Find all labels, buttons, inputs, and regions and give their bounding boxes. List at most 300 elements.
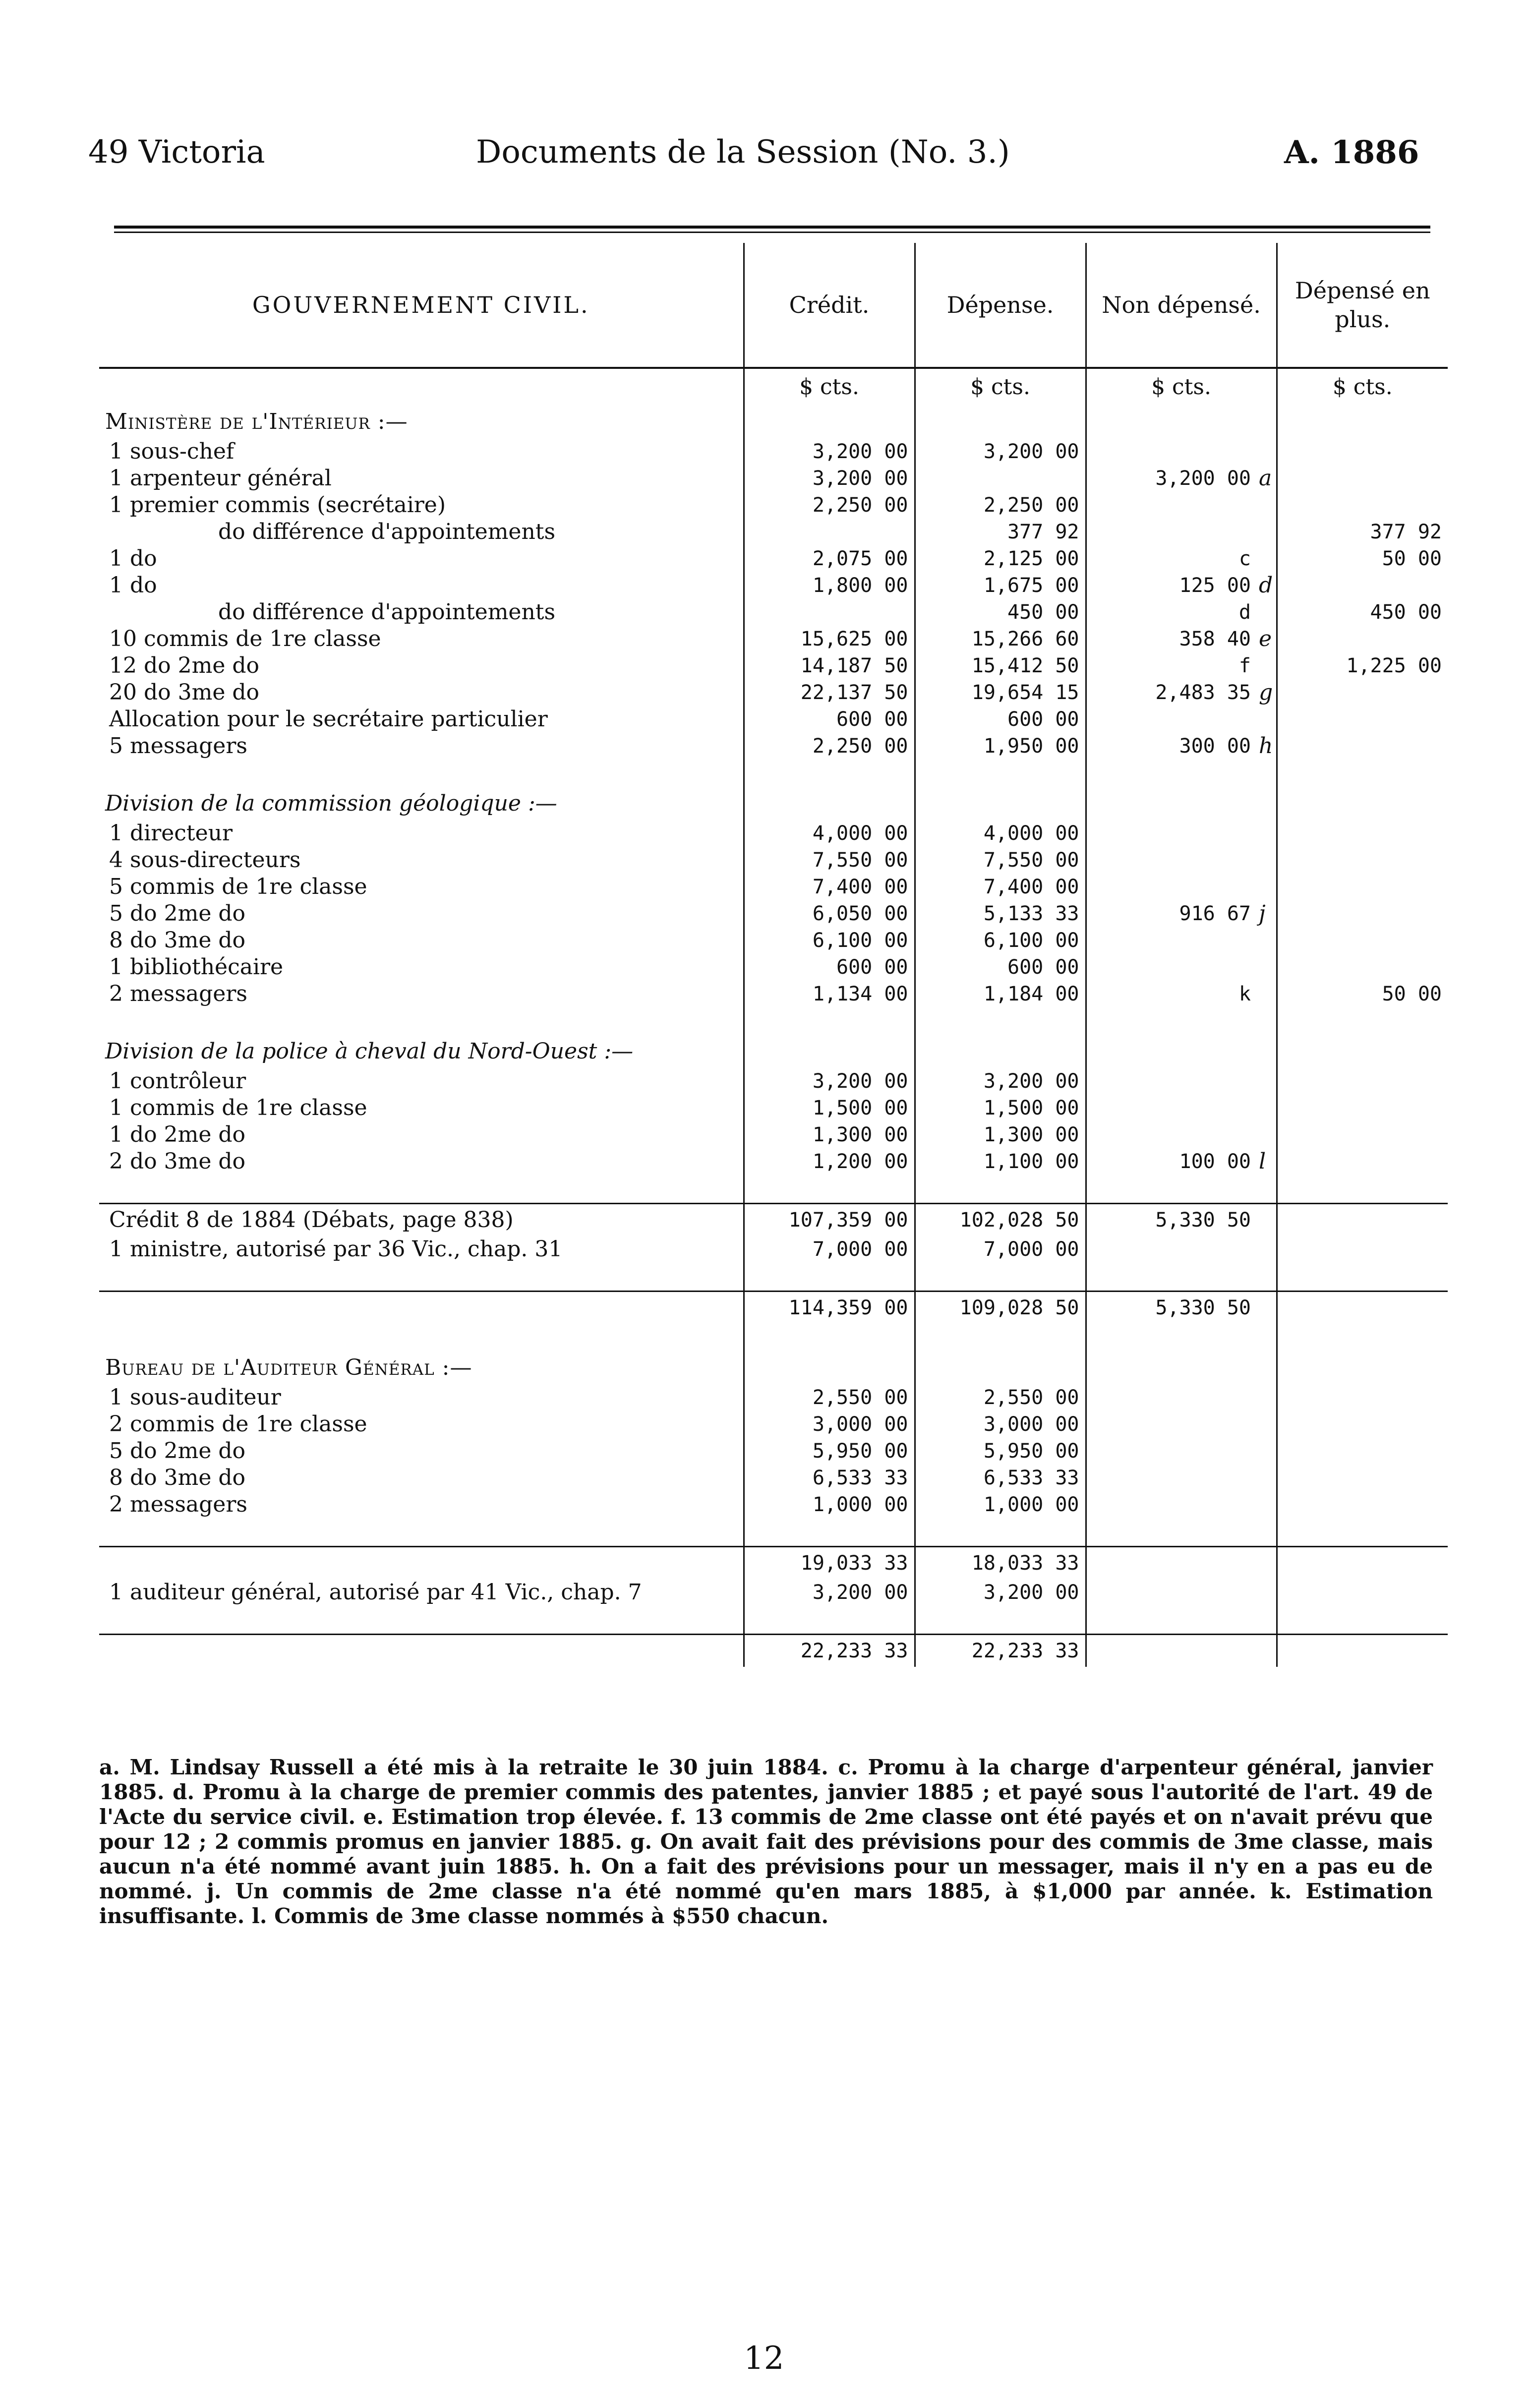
depense-en-plus-cell — [1277, 1491, 1448, 1518]
depense-cell: 102,028 50 — [915, 1204, 1086, 1236]
table-row — [99, 1068, 1448, 1095]
empty-cell — [1086, 1035, 1257, 1068]
spacer-cell — [1257, 1518, 1277, 1547]
table-row — [99, 652, 1448, 679]
credit-cell: 1,500 00 — [744, 1095, 915, 1121]
note-letter — [1257, 1438, 1277, 1465]
spacer-cell — [915, 1263, 1086, 1292]
units-row — [99, 368, 1448, 406]
spacer-cell — [1257, 1606, 1277, 1635]
spacer-cell — [1257, 1263, 1277, 1292]
empty-cell — [744, 406, 915, 438]
row-description: 2 do 3me do — [109, 1149, 246, 1174]
table-row — [99, 1148, 1448, 1175]
non-depense-cell: 358 40 — [1086, 626, 1257, 652]
table-row — [99, 1292, 1448, 1324]
note-letter — [1257, 1384, 1277, 1411]
credit-cell: 1,200 00 — [744, 1148, 915, 1175]
non-depense-cell: d — [1086, 599, 1257, 626]
row-description: 1 arpenteur général — [109, 466, 332, 491]
table-row — [99, 1204, 1448, 1236]
credit-cell: 22,137 50 — [744, 679, 915, 706]
spacer-cell — [915, 1007, 1086, 1035]
credit-cell: 3,000 00 — [744, 1411, 915, 1438]
spacer-cell — [1277, 1007, 1448, 1035]
empty-cell — [915, 406, 1086, 438]
depense-en-plus-cell — [1277, 1438, 1448, 1465]
row-description: 1 premier commis (secrétaire) — [109, 492, 446, 518]
row-description — [99, 1635, 744, 1667]
table-row — [99, 492, 1448, 519]
depense-en-plus-cell — [1277, 847, 1448, 874]
units-empty — [99, 368, 744, 406]
depense-cell: 15,266 60 — [915, 626, 1086, 652]
note-letter — [1257, 954, 1277, 981]
empty-cell — [744, 1351, 915, 1384]
spacer-cell — [744, 1175, 915, 1204]
non-depense-cell — [1086, 927, 1257, 954]
spacer-cell — [99, 760, 744, 787]
note-letter: a — [1259, 466, 1272, 491]
table-row — [99, 626, 1448, 652]
spacer-cell — [744, 1007, 915, 1035]
credit-cell: 7,550 00 — [744, 847, 915, 874]
depense-en-plus-cell — [1277, 438, 1448, 465]
depense-cell: 450 00 — [915, 599, 1086, 626]
non-depense-cell — [1086, 519, 1257, 545]
table-row — [99, 545, 1448, 572]
spacer-row — [99, 1007, 1448, 1035]
table-row — [99, 679, 1448, 706]
depense-en-plus-cell: 50 00 — [1277, 545, 1448, 572]
depense-cell: 2,250 00 — [915, 492, 1086, 519]
note-letter — [1257, 874, 1277, 900]
non-depense-cell — [1086, 1491, 1257, 1518]
empty-cell — [915, 787, 1086, 820]
table-row — [99, 874, 1448, 900]
note-letter — [1257, 1635, 1277, 1667]
depense-cell: 1,500 00 — [915, 1095, 1086, 1121]
credit-cell: 19,033 33 — [744, 1547, 915, 1580]
spacer-cell — [99, 1175, 744, 1204]
table-row — [99, 733, 1448, 760]
note-letter — [1257, 599, 1277, 626]
credit-cell: 3,200 00 — [744, 438, 915, 465]
credit-cell: 1,300 00 — [744, 1121, 915, 1148]
note-letter: e — [1259, 626, 1272, 651]
credit-cell: 6,050 00 — [744, 900, 915, 927]
header-center: Documents de la Session (No. 3.) — [476, 134, 1010, 171]
spacer-cell — [744, 1324, 915, 1351]
row-description: 5 commis de 1re classe — [109, 874, 367, 899]
spacer-cell — [1086, 1518, 1257, 1547]
spacer-cell — [1277, 1606, 1448, 1635]
note-letter — [1257, 1465, 1277, 1491]
empty-cell — [1277, 1035, 1448, 1068]
depense-cell: 19,654 15 — [915, 679, 1086, 706]
note-letter — [1257, 1292, 1277, 1324]
row-description: 8 do 3me do — [109, 1465, 246, 1490]
spacer-row — [99, 760, 1448, 787]
note-letter — [1257, 981, 1277, 1007]
depense-en-plus-cell — [1277, 1384, 1448, 1411]
credit-cell: 2,250 00 — [744, 733, 915, 760]
spacer-cell — [99, 1518, 744, 1547]
note-letter: d — [1259, 573, 1273, 598]
spacer-row — [99, 1324, 1448, 1351]
depense-cell: 7,550 00 — [915, 847, 1086, 874]
row-description: do différence d'appointements — [218, 519, 556, 544]
non-depense-cell — [1086, 1547, 1257, 1580]
note-letter — [1257, 438, 1277, 465]
credit-cell: 1,134 00 — [744, 981, 915, 1007]
depense-en-plus-cell — [1277, 820, 1448, 847]
credit-cell: 22,233 33 — [744, 1635, 915, 1667]
note-letter — [1257, 1491, 1277, 1518]
non-depense-cell: 100 00 — [1086, 1148, 1257, 1175]
non-depense-cell — [1086, 1579, 1257, 1606]
non-depense-cell — [1086, 1438, 1257, 1465]
depense-en-plus-cell — [1277, 954, 1448, 981]
non-depense-cell — [1086, 1465, 1257, 1491]
non-depense-cell — [1086, 1384, 1257, 1411]
depense-en-plus-cell — [1277, 706, 1448, 733]
spacer-cell — [915, 1175, 1086, 1204]
spacer-row — [99, 1606, 1448, 1635]
section-heading-row — [99, 1351, 1448, 1384]
header-left: 49 Victoria — [88, 134, 265, 171]
table-row — [99, 1579, 1448, 1606]
credit-cell: 2,250 00 — [744, 492, 915, 519]
spacer-cell — [1257, 1007, 1277, 1035]
row-description: 8 do 3me do — [109, 928, 246, 953]
empty-cell — [744, 1035, 915, 1068]
spacer-cell — [744, 1263, 915, 1292]
spacer-cell — [1277, 1518, 1448, 1547]
table-title: GOUVERNEMENT CIVIL. — [99, 243, 744, 368]
spacer-cell — [1277, 1175, 1448, 1204]
note-letter — [1257, 847, 1277, 874]
non-depense-cell: 3,200 00 — [1086, 465, 1257, 492]
depense-en-plus-cell — [1277, 733, 1448, 760]
note-letter — [1257, 1204, 1277, 1236]
empty-cell — [915, 1351, 1086, 1384]
row-description: 2 messagers — [109, 1492, 247, 1517]
note-letter — [1257, 1411, 1277, 1438]
depense-en-plus-cell: 1,225 00 — [1277, 652, 1448, 679]
note-letter — [1257, 1579, 1277, 1606]
empty-cell — [1257, 787, 1277, 820]
table-row — [99, 572, 1448, 599]
note-letter — [1257, 1121, 1277, 1148]
note-letter — [1257, 1068, 1277, 1095]
non-depense-cell — [1086, 1068, 1257, 1095]
depense-cell: 15,412 50 — [915, 652, 1086, 679]
credit-cell — [744, 599, 915, 626]
section-heading: Ministère de l'Intérieur :— — [105, 409, 408, 434]
depense-en-plus-cell — [1277, 900, 1448, 927]
depense-cell: 6,533 33 — [915, 1465, 1086, 1491]
financial-table-wrapper — [99, 243, 1442, 1667]
depense-cell: 109,028 50 — [915, 1292, 1086, 1324]
spacer-cell — [1277, 1324, 1448, 1351]
table-row — [99, 954, 1448, 981]
spacer-cell — [915, 760, 1086, 787]
table-row — [99, 465, 1448, 492]
spacer-cell — [99, 1007, 744, 1035]
credit-cell: 600 00 — [744, 706, 915, 733]
header-rule — [114, 226, 1430, 233]
depense-cell: 1,184 00 — [915, 981, 1086, 1007]
spacer-cell — [744, 1518, 915, 1547]
depense-en-plus-cell — [1277, 679, 1448, 706]
empty-cell — [1277, 1351, 1448, 1384]
table-row — [99, 900, 1448, 927]
depense-en-plus-cell — [1277, 1204, 1448, 1236]
row-description: 20 do 3me do — [109, 680, 260, 705]
depense-en-plus-cell: 450 00 — [1277, 599, 1448, 626]
spacer-cell — [1086, 1007, 1257, 1035]
spacer-cell — [99, 1324, 744, 1351]
non-depense-cell — [1086, 847, 1257, 874]
depense-en-plus-cell — [1277, 1095, 1448, 1121]
row-description: 4 sous-directeurs — [109, 847, 301, 873]
depense-en-plus-cell — [1277, 1411, 1448, 1438]
credit-cell: 2,550 00 — [744, 1384, 915, 1411]
table-row — [99, 1236, 1448, 1263]
depense-en-plus-cell — [1277, 492, 1448, 519]
note-letter — [1257, 1236, 1277, 1263]
credit-cell: 1,800 00 — [744, 572, 915, 599]
row-description: 5 do 2me do — [109, 901, 246, 926]
depense-en-plus-cell — [1277, 1236, 1448, 1263]
depense-en-plus-cell: 50 00 — [1277, 981, 1448, 1007]
non-depense-cell: c — [1086, 545, 1257, 572]
non-depense-cell — [1086, 492, 1257, 519]
depense-cell: 3,000 00 — [915, 1411, 1086, 1438]
depense-cell: 7,000 00 — [915, 1236, 1086, 1263]
depense-cell: 7,400 00 — [915, 874, 1086, 900]
spacer-cell — [1257, 1175, 1277, 1204]
row-description: 5 messagers — [109, 733, 247, 759]
row-description: 1 do — [109, 573, 157, 598]
financial-table — [99, 243, 1448, 1667]
non-depense-cell — [1086, 1121, 1257, 1148]
depense-cell: 5,950 00 — [915, 1438, 1086, 1465]
spacer-row — [99, 1175, 1448, 1204]
credit-cell: 600 00 — [744, 954, 915, 981]
credit-cell: 7,400 00 — [744, 874, 915, 900]
empty-cell — [1086, 406, 1257, 438]
non-depense-cell — [1086, 1236, 1257, 1263]
credit-cell: 4,000 00 — [744, 820, 915, 847]
note-letter — [1257, 652, 1277, 679]
credit-cell — [744, 519, 915, 545]
note-letter — [1257, 706, 1277, 733]
row-description: 1 directeur — [109, 821, 233, 846]
note-letter: l — [1259, 1149, 1266, 1174]
depense-en-plus-cell — [1277, 626, 1448, 652]
header-right: A. 1886 — [1284, 134, 1419, 171]
depense-cell: 1,000 00 — [915, 1491, 1086, 1518]
credit-cell: 107,359 00 — [744, 1204, 915, 1236]
table-row — [99, 1547, 1448, 1580]
table-row — [99, 1121, 1448, 1148]
depense-en-plus-cell — [1277, 1121, 1448, 1148]
non-depense-cell — [1086, 954, 1257, 981]
empty-cell — [1277, 406, 1448, 438]
empty-cell — [915, 1035, 1086, 1068]
row-description: Allocation pour le secrétaire particulier — [109, 706, 548, 732]
spacer-cell — [744, 760, 915, 787]
non-depense-cell: 5,330 50 — [1086, 1292, 1257, 1324]
non-depense-cell — [1086, 706, 1257, 733]
section-heading-row — [99, 787, 1448, 820]
row-description: 1 do — [109, 546, 157, 571]
table-row — [99, 820, 1448, 847]
table-row — [99, 599, 1448, 626]
non-depense-cell — [1086, 438, 1257, 465]
section-heading-row — [99, 406, 1448, 438]
non-depense-cell: 300 00 — [1086, 733, 1257, 760]
units-credit: $ cts. — [744, 368, 915, 406]
row-description: 1 do 2me do — [109, 1122, 246, 1147]
spacer-cell — [744, 1606, 915, 1635]
non-depense-cell — [1086, 820, 1257, 847]
depense-en-plus-cell — [1277, 874, 1448, 900]
row-description: 1 commis de 1re classe — [109, 1095, 367, 1120]
table-row — [99, 1384, 1448, 1411]
footnotes: a. M. Lindsay Russell a été mis à la retraite le 30 juin 1884. c. Promu à la charge d'arpenteur général, janvier 1885. d. Promu à la charge de premier commis des patentes, janvier 1885 ; et payé sous l'autorité de l'art. 49 de l'Acte du service civil. e. Estimation trop élevée. f. 13 commis de 2me classe ont été payés et on n'avait prévu que pour 12 ; 2 commis promus en janvier 1885. g. On avait fait des prévisions pour des commis de 3me classe, mais aucun n'a été nommé avant juin 1885. h. On a fait des prévisions pour un messager, mais il n'y en a pas eu de nommé. j. Un commis de 2me classe n'a été nommé qu'en mars 1885, à $1,000 par année. k. Estimation insuffisante. l. Commis de 3me classe nommés à $550 chacun. — [99, 1755, 1433, 1928]
depense-cell: 600 00 — [915, 954, 1086, 981]
depense-en-plus-cell — [1277, 1547, 1448, 1580]
section-heading-row — [99, 1035, 1448, 1068]
non-depense-cell — [1086, 874, 1257, 900]
depense-cell: 377 92 — [915, 519, 1086, 545]
column-header-non-depense: Non dépensé. — [1086, 243, 1277, 368]
non-depense-cell — [1086, 1411, 1257, 1438]
credit-cell: 5,950 00 — [744, 1438, 915, 1465]
table-row — [99, 847, 1448, 874]
row-description: 1 bibliothécaire — [109, 954, 284, 980]
spacer-cell — [1277, 1263, 1448, 1292]
table-row — [99, 519, 1448, 545]
spacer-cell — [915, 1518, 1086, 1547]
note-letter — [1257, 820, 1277, 847]
depense-cell: 4,000 00 — [915, 820, 1086, 847]
non-depense-cell: 916 67 — [1086, 900, 1257, 927]
depense-cell: 6,100 00 — [915, 927, 1086, 954]
section-heading: Bureau de l'Auditeur Général :— — [105, 1355, 472, 1380]
depense-en-plus-cell — [1277, 1465, 1448, 1491]
units-en-plus: $ cts. — [1277, 368, 1448, 406]
running-head — [0, 134, 1531, 178]
spacer-cell — [915, 1324, 1086, 1351]
row-description: do différence d'appointements — [218, 599, 556, 625]
column-header-depense-en-plus: Dépensé en plus. — [1277, 243, 1448, 368]
credit-cell: 2,075 00 — [744, 545, 915, 572]
table-row — [99, 1465, 1448, 1491]
section-heading: Division de la commission géologique :— — [105, 791, 557, 816]
units-non-depense: $ cts. — [1086, 368, 1277, 406]
row-description: 2 commis de 1re classe — [109, 1411, 367, 1437]
page-number: 12 — [744, 2340, 784, 2377]
spacer-cell — [1086, 1324, 1257, 1351]
depense-cell: 1,950 00 — [915, 733, 1086, 760]
credit-cell: 114,359 00 — [744, 1292, 915, 1324]
depense-en-plus-cell — [1277, 927, 1448, 954]
column-header-depense: Dépense. — [915, 243, 1086, 368]
depense-en-plus-cell — [1277, 1635, 1448, 1667]
spacer-cell — [99, 1606, 744, 1635]
depense-en-plus-cell — [1277, 572, 1448, 599]
units-depense: $ cts. — [915, 368, 1086, 406]
depense-en-plus-cell: 377 92 — [1277, 519, 1448, 545]
note-letter — [1257, 519, 1277, 545]
row-description: 1 contrôleur — [109, 1068, 246, 1094]
empty-cell — [1277, 787, 1448, 820]
spacer-row — [99, 1518, 1448, 1547]
non-depense-cell — [1086, 1095, 1257, 1121]
row-description: 1 sous-auditeur — [109, 1385, 281, 1410]
credit-cell: 7,000 00 — [744, 1236, 915, 1263]
row-description: 10 commis de 1re classe — [109, 626, 381, 651]
row-description: 1 sous-chef — [109, 439, 235, 464]
spacer-row — [99, 1263, 1448, 1292]
empty-cell — [1257, 1035, 1277, 1068]
note-letter — [1257, 1095, 1277, 1121]
credit-cell: 3,200 00 — [744, 1068, 915, 1095]
row-description: Crédit 8 de 1884 (Débats, page 838) — [99, 1204, 744, 1236]
non-depense-cell: k — [1086, 981, 1257, 1007]
depense-cell: 600 00 — [915, 706, 1086, 733]
row-description: 1 ministre, autorisé par 36 Vic., chap. 31 — [109, 1236, 563, 1262]
note-letter — [1257, 1547, 1277, 1580]
row-description: 2 messagers — [109, 981, 247, 1006]
non-depense-cell — [1086, 1635, 1257, 1667]
non-depense-cell: 125 00 — [1086, 572, 1257, 599]
depense-cell: 5,133 33 — [915, 900, 1086, 927]
table-row — [99, 438, 1448, 465]
table-row — [99, 1438, 1448, 1465]
section-heading: Division de la police à cheval du Nord-Ouest :— — [105, 1039, 634, 1064]
row-description: 5 do 2me do — [109, 1438, 246, 1464]
spacer-cell — [1086, 1606, 1257, 1635]
table-row — [99, 981, 1448, 1007]
note-letter — [1257, 545, 1277, 572]
depense-cell: 1,300 00 — [915, 1121, 1086, 1148]
spacer-cell — [915, 1606, 1086, 1635]
table-row — [99, 1411, 1448, 1438]
spacer-cell — [1257, 760, 1277, 787]
depense-cell: 2,125 00 — [915, 545, 1086, 572]
depense-cell: 2,550 00 — [915, 1384, 1086, 1411]
table-header-row — [99, 243, 1448, 368]
table-row — [99, 1635, 1448, 1667]
spacer-cell — [1257, 1324, 1277, 1351]
empty-cell — [1086, 787, 1257, 820]
depense-cell: 18,033 33 — [915, 1547, 1086, 1580]
spacer-cell — [1086, 1263, 1257, 1292]
credit-cell: 14,187 50 — [744, 652, 915, 679]
credit-cell: 3,200 00 — [744, 465, 915, 492]
depense-cell: 3,200 00 — [915, 1068, 1086, 1095]
non-depense-cell: f — [1086, 652, 1257, 679]
depense-en-plus-cell — [1277, 1148, 1448, 1175]
credit-cell: 6,533 33 — [744, 1465, 915, 1491]
row-description: 1 auditeur général, autorisé par 41 Vic., chap. 7 — [109, 1580, 642, 1605]
non-depense-cell: 2,483 35 — [1086, 679, 1257, 706]
